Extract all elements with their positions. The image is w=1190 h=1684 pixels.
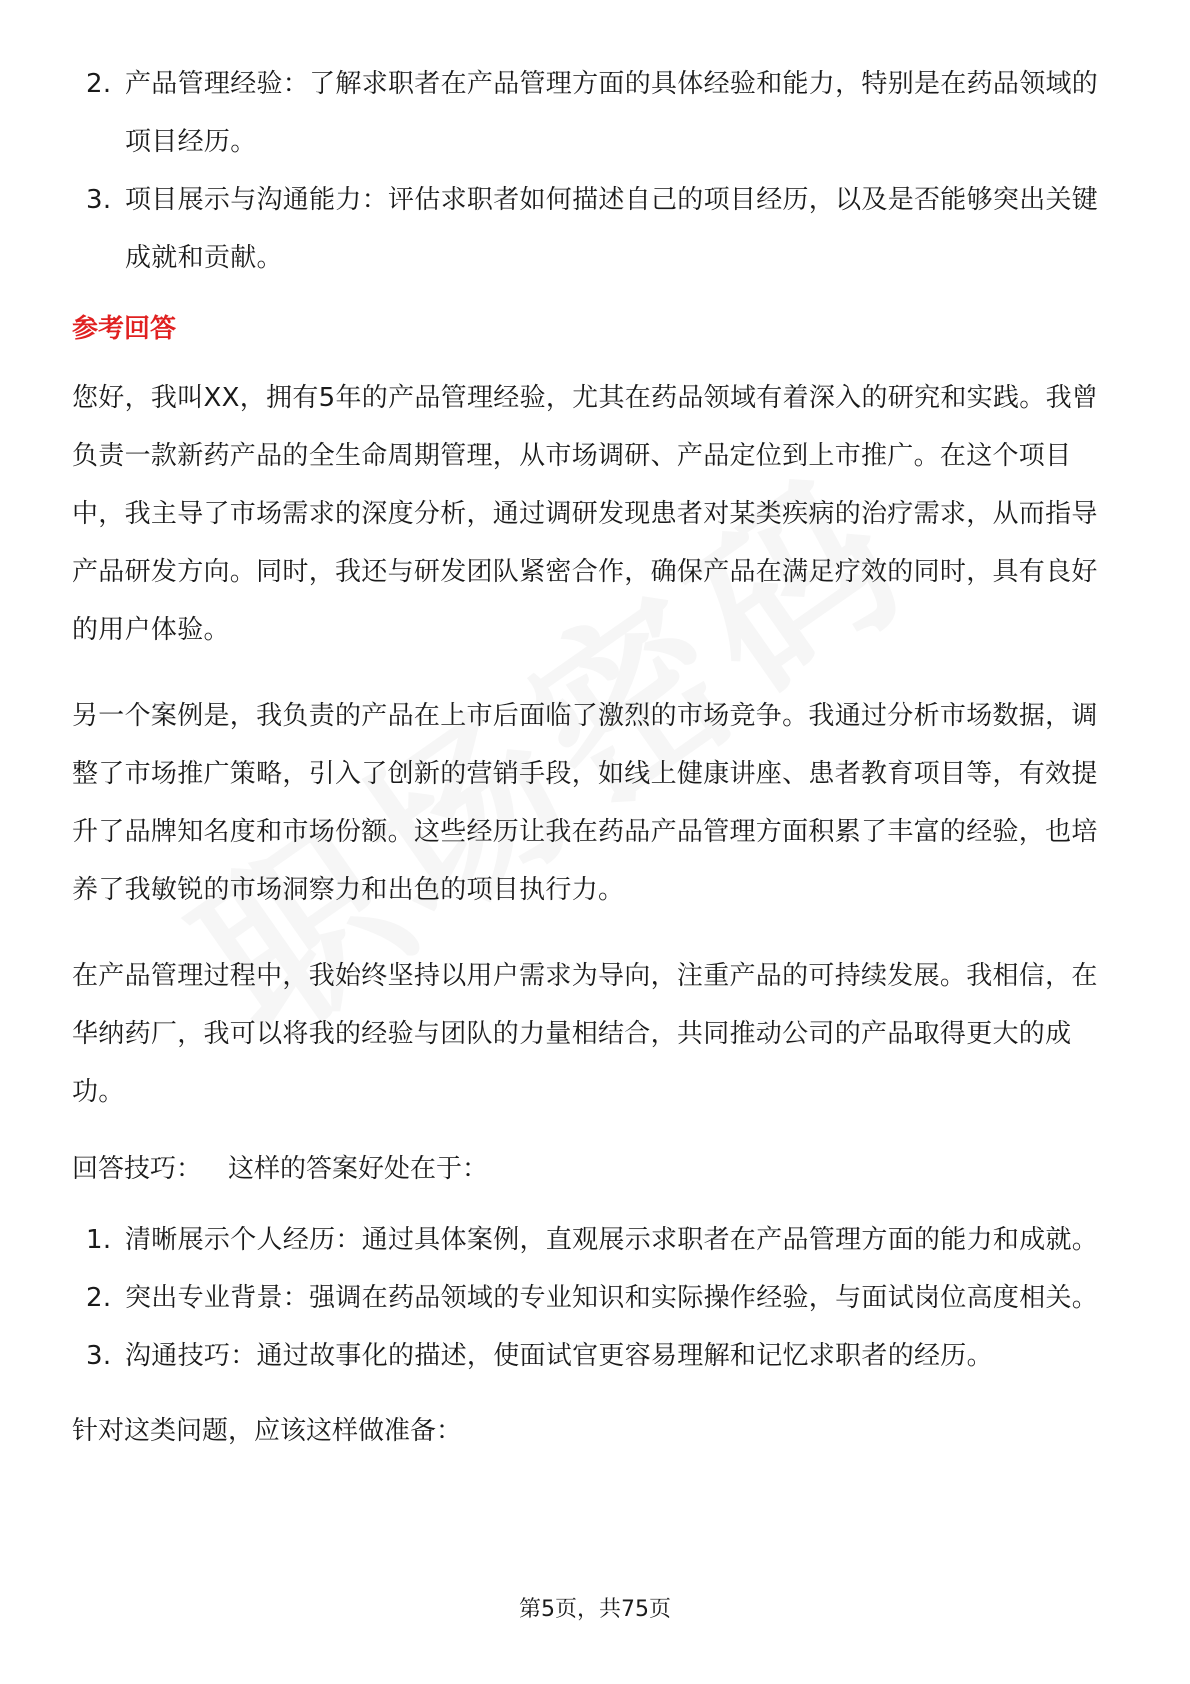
list-item bbox=[72, 171, 1117, 287]
answer-tips-line bbox=[72, 1149, 1117, 1189]
list-item-number: 2. bbox=[86, 1283, 112, 1313]
list-item-number: 3. bbox=[86, 1341, 112, 1371]
page-number-footer: 第5页，共75页 bbox=[519, 1597, 671, 1622]
list-item-text: 沟通技巧：通过故事化的描述，使面试官更容易理解和记忆求职者的经历。 bbox=[125, 1341, 993, 1371]
answer-paragraph: 在产品管理过程中，我始终坚持以用户需求为导向，注重产品的可持续发展。我相信，在华纳药厂，我可以将我的经验与团队的力量相结合，共同推动公司的产品取得更大的成功。 bbox=[72, 961, 1098, 1107]
list-item bbox=[72, 1327, 1117, 1385]
list-item bbox=[72, 1269, 1117, 1327]
tips-text: 这样的答案好处在于： bbox=[228, 1154, 489, 1184]
page-content bbox=[72, 55, 1117, 1473]
answer-paragraph: 另一个案例是，我负责的产品在上市后面临了激烈的市场竞争。我通过分析市场数据，调整了市场推广策略，引入了创新的营销手段，如线上健康讲座、患者教育项目等，有效提升了品牌知名度和市场份额。这些经历让我在药品产品管理方面积累了丰富的经验，也培养了我敏锐的市场洞察力和出色的项目执行力。 bbox=[72, 701, 1098, 905]
preparation-line: 针对这类问题，应该这样做准备： bbox=[72, 1416, 463, 1446]
list-item-number: 2. bbox=[86, 69, 112, 99]
answer-paragraph: 您好，我叫XX，拥有5年的产品管理经验，尤其在药品领域有着深入的研究和实践。我曾负责一款新药产品的全生命周期管理，从市场调研、产品定位到上市推广。在这个项目中，我主导了市场需求的深度分析，通过调研发现患者对某类疾病的治疗需求，从而指导产品研发方向。同时，我还与研发团队紧密合作，确保产品在满足疗效的同时，具有良好的用户体验。 bbox=[72, 383, 1099, 645]
tips-label: 回答技巧： bbox=[72, 1154, 203, 1184]
list-item-text: 清晰展示个人经历：通过具体案例，直观展示求职者在产品管理方面的能力和成就。 bbox=[125, 1225, 1099, 1255]
reference-answer-heading: 参考回答 bbox=[72, 314, 177, 344]
tips-numbered-list bbox=[72, 1211, 1117, 1385]
list-item-text: 突出专业背景：强调在药品领域的专业知识和实际操作经验，与面试岗位高度相关。 bbox=[125, 1283, 1099, 1313]
list-item bbox=[72, 1211, 1117, 1269]
list-item-number: 3. bbox=[86, 185, 112, 215]
list-item-text: 项目展示与沟通能力：评估求职者如何描述自己的项目经历，以及是否能够突出关键成就和贡献。 bbox=[125, 185, 1099, 273]
top-numbered-list bbox=[72, 55, 1117, 287]
list-item-text: 产品管理经验：了解求职者在产品管理方面的具体经验和能力，特别是在药品领域的项目经历。 bbox=[125, 69, 1099, 157]
list-item-number: 1. bbox=[86, 1225, 112, 1255]
list-item bbox=[72, 55, 1117, 171]
